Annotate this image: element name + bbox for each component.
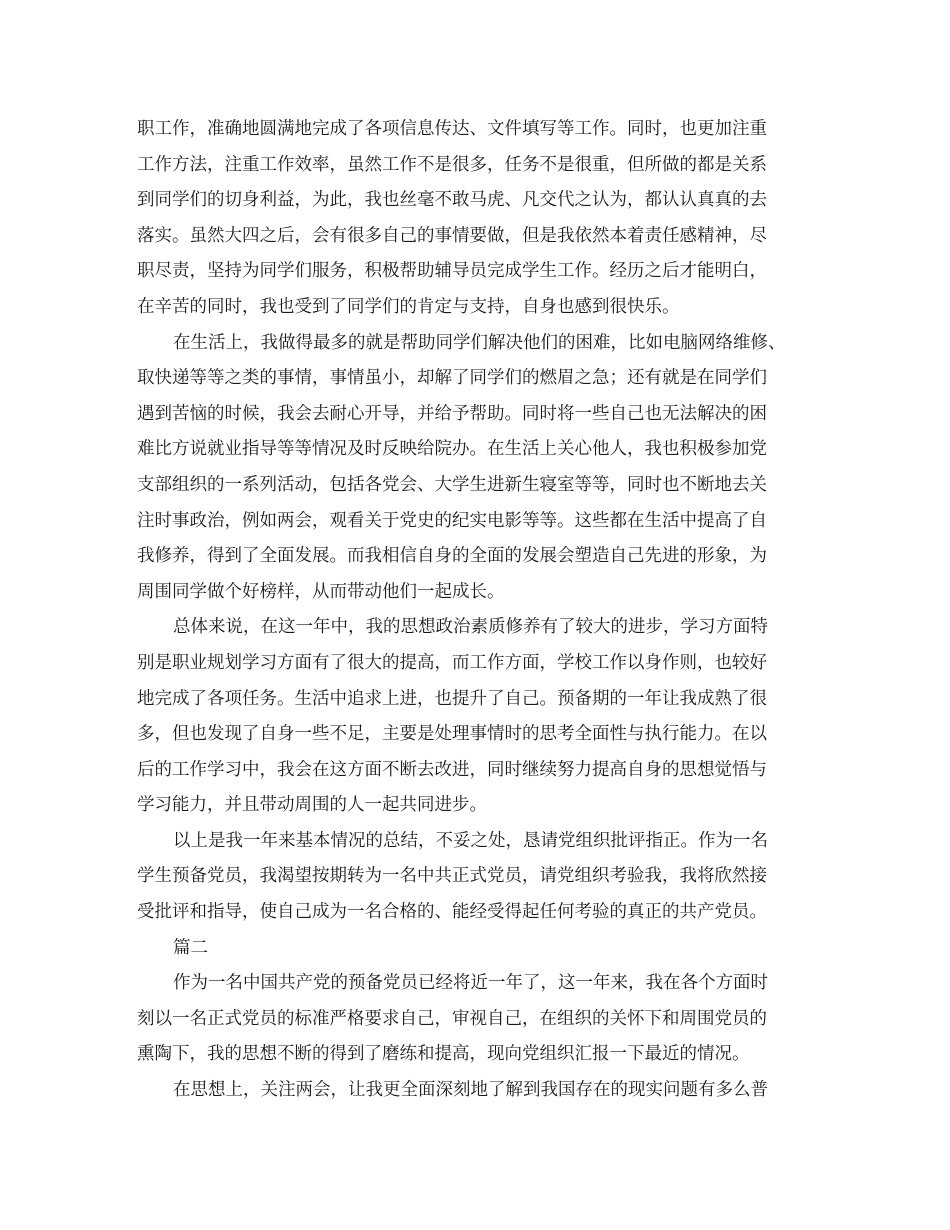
text-line: 后的工作学习中，我会在这方面不断去改进，同时继续努力提高自身的思想觉悟与 [137,759,767,780]
text-line: 学习能力，并且带动周围的人一起共同进步。 [137,795,487,816]
paragraph-first-line: 以上是我一年来基本情况的总结，不妥之处，恳请党组织批评指正。作为一名 [173,830,768,851]
text-line: 受批评和指导，使自己成为一名合格的、能经受得起任何考验的真正的共产党员。 [137,902,767,923]
text-line: 到同学们的切身利益，为此，我也丝毫不敢马虎、凡交代之认为，都认认真真的去 [137,190,767,211]
paragraph-first-line: 在思想上，关注两会，让我更全面深刻地了解到我国存在的现实问题有多么普 [173,1080,768,1101]
text-line: 我修养，得到了全面发展。而我相信自身的全面的发展会塑造自己先进的形象，为 [137,546,767,567]
paragraph-first-line: 总体来说，在这一年中，我的思想政治素质修养有了较大的进步，学习方面特 [173,617,768,638]
text-line: 学生预备党员，我渴望按期转为一名中共正式党员，请党组织考验我，我将欣然接 [137,866,767,887]
text-line: 多，但也发现了自身一些不足，主要是处理事情时的思考全面性与执行能力。在以 [137,724,767,745]
text-line: 难比方说就业指导等等情况及时反映给院办。在生活上关心他人，我也积极参加党 [137,439,767,460]
paragraph-first-line: 作为一名中国共产党的预备党员已经将近一年了，这一年来，我在各个方面时 [173,973,768,994]
text-line: 职尽责，坚持为同学们服务，积极帮助辅导员完成学生工作。经历之后才能明白， [137,261,767,282]
text-line: 周围同学做个好榜样，从而带动他们一起成长。 [137,581,505,602]
text-line: 注时事政治，例如两会，观看关于党史的纪实电影等等。这些都在生活中提高了自 [137,510,767,531]
text-line: 熏陶下，我的思想不断的得到了磨练和提高，现向党组织汇报一下最近的情况。 [137,1044,750,1065]
text-line: 地完成了各项任务。生活中追求上进，也提升了自己。预备期的一年让我成熟了很 [137,688,767,709]
text-line: 遇到苦恼的时候，我会去耐心开导，并给予帮助。同时将一些自己也无法解决的困 [137,403,767,424]
text-line: 在辛苦的同时，我也受到了同学们的肯定与支持，自身也感到很快乐。 [137,296,680,317]
text-line: 工作方法，注重工作效率，虽然工作不是很多，任务不是很重，但所做的都是关系 [137,154,767,175]
text-line: 职工作，准确地圆满地完成了各项信息传达、文件填写等工作。同时，也更加注重 [137,119,767,139]
paragraph-first-line: 在生活上，我做得最多的就是帮助同学们解决他们的困难，比如电脑网络维修、 [173,332,786,353]
text-line: 别是职业规划学习方面有了很大的提高，而工作方面，学校工作以身作则，也较好 [137,652,767,673]
text-line: 落实。虽然大四之后，会有很多自己的事情要做，但是我依然本着责任感精神，尽 [137,225,767,246]
paragraph-first-line: 篇二 [173,937,208,958]
text-line: 刻以一名正式党员的标准严格要求自己，审视自己，在组织的关怀下和周围党员的 [137,1008,767,1029]
text-line: 支部组织的一系列活动，包括各党会、大学生进新生寝室等等，同时也不断地去关 [137,474,767,495]
text-line: 取快递等等之类的事情，事情虽小，却解了同学们的燃眉之急；还有就是在同学们 [137,368,767,389]
document-body [137,112,827,1109]
